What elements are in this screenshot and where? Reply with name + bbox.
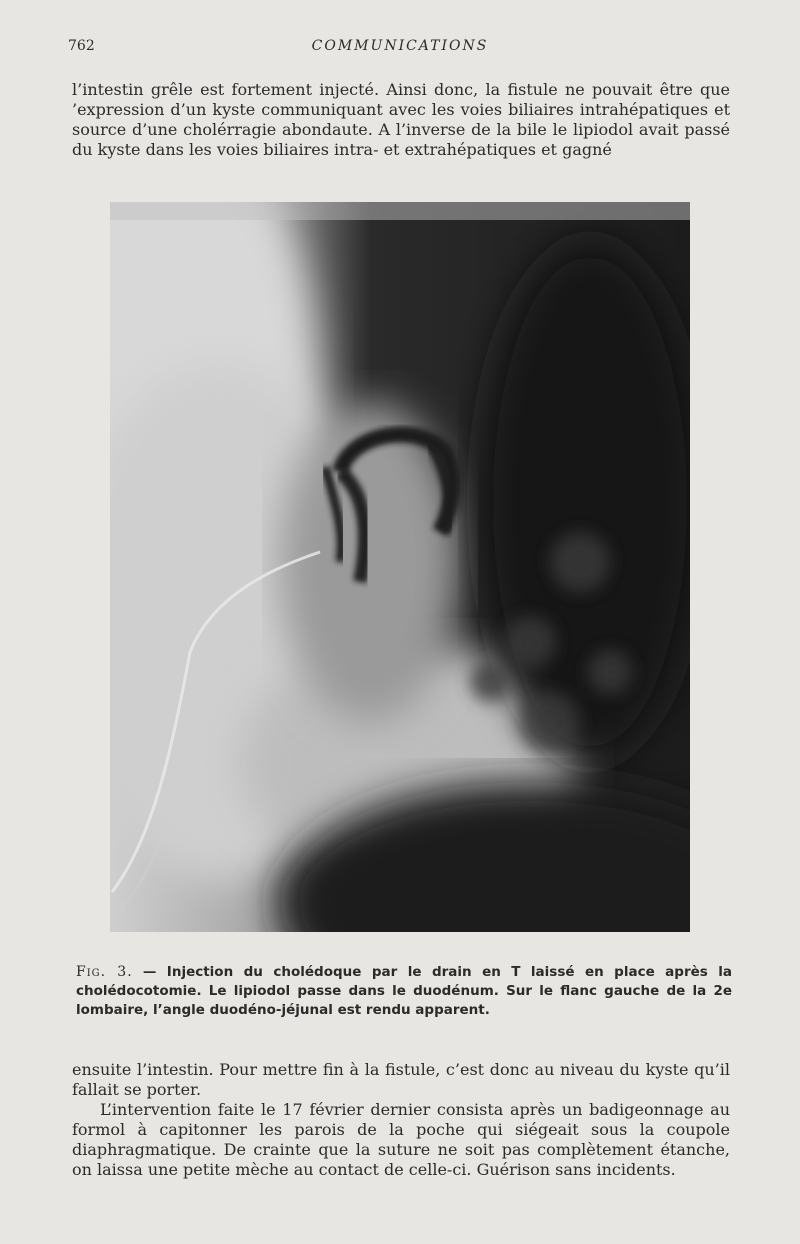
page-header (68, 38, 732, 60)
running-title: COMMUNICATIONS (311, 38, 489, 54)
paragraph-top: l’intestin grêle est fortement injecté. Ainsi donc, la fistule ne pouvait être que ’expression d’un kyste communiquant avec les voies biliaires intrahépatiques et source d’une cholérragie abondaute. A l’inverse de la bile le lipiodol avait passé du kyste dans les voies biliaires intra- et extrahépatiques et gagné (72, 80, 730, 159)
xray-figure (110, 202, 690, 932)
xray-image (110, 202, 690, 932)
page-number: 762 (68, 38, 95, 54)
figure-label: Fig. 3. (76, 964, 133, 980)
paragraph-bottom-2: L’intervention faite le 17 février dernier consista après un badigeonnage au formol à capitonner les parois de la poche qui siégeait sous la coupole diaphragmatique. De crainte que la suture ne soit pas complètement étanche, on laissa une petite mèche au contact de celle-ci. Guérison sans incidents. (72, 1100, 730, 1179)
figure-caption-text: — Injection du cholédoque par le drain en T laissé en place après la cholédocotomie. Le lipiodol passe dans le duodénum. Sur le flanc gauche de la 2e lombaire, l’angle duodéno-jéjunal est rendu apparent. (76, 964, 732, 1018)
paragraph-bottom-1: ensuite l’intestin. Pour mettre fin à la fistule, c’est donc au niveau du kyste qu’il fallait se porter. (72, 1060, 730, 1099)
figure-caption (76, 963, 732, 1020)
